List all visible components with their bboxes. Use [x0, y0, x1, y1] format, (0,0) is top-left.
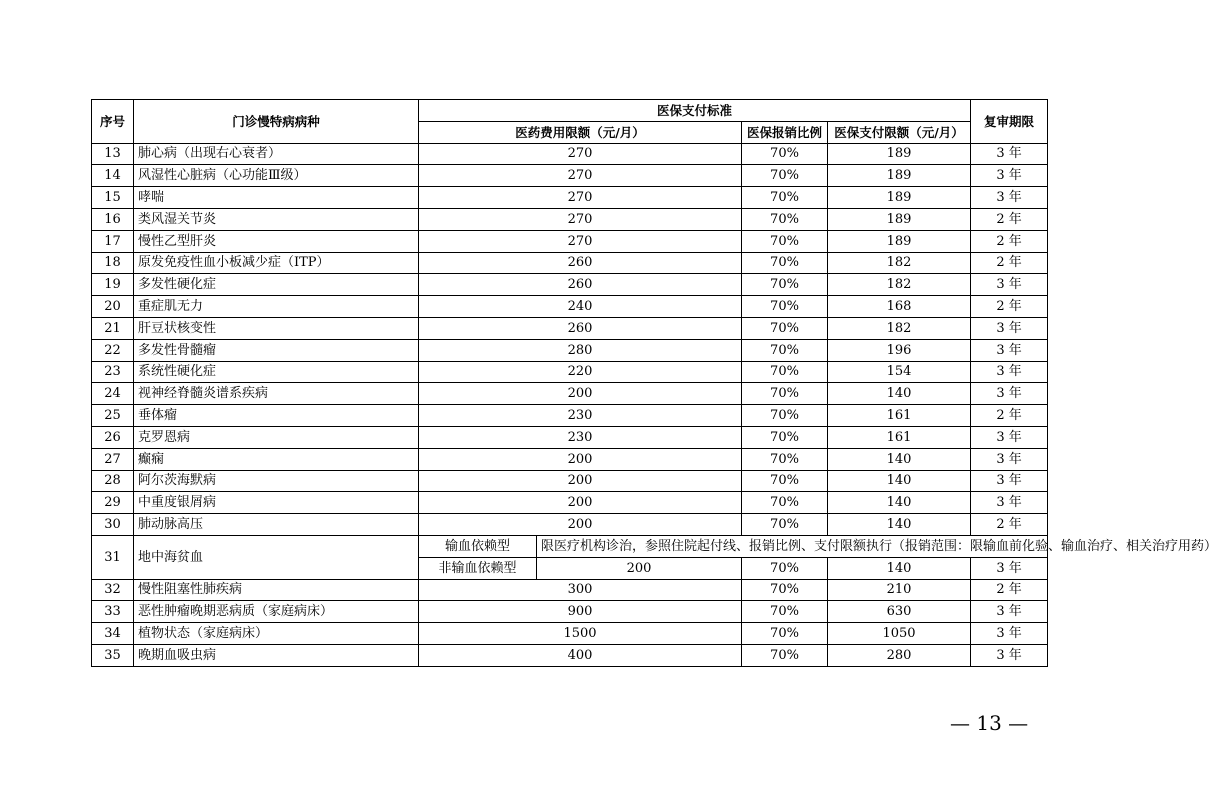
pay-cell: 189 [828, 208, 971, 230]
disease-name: 肺心病（出现右心衰者） [134, 143, 419, 165]
header-disease: 门诊慢特病病种 [134, 100, 419, 144]
ratio-cell: 70% [742, 339, 828, 361]
disease-name: 克罗恩病 [134, 426, 419, 448]
table-row [92, 296, 1048, 318]
row-number: 18 [92, 252, 134, 274]
pay-cell: 280 [828, 644, 971, 666]
disease-name: 地中海贫血 [134, 535, 419, 579]
header-ratio: 医保报销比例 [742, 121, 828, 143]
row-number: 26 [92, 426, 134, 448]
header-limit: 医药费用限额（元/月） [419, 121, 742, 143]
ratio-cell: 70% [742, 448, 828, 470]
table-row [92, 644, 1048, 666]
table-row [92, 470, 1048, 492]
pay-cell: 196 [828, 339, 971, 361]
ratio-cell: 70% [742, 579, 828, 601]
pay-cell: 140 [828, 383, 971, 405]
disease-name: 植物状态（家庭病床） [134, 623, 419, 645]
disease-name: 风湿性心脏病（心功能Ⅲ级） [134, 165, 419, 187]
disease-name: 慢性阻塞性肺疾病 [134, 579, 419, 601]
disease-table [91, 99, 1217, 667]
review-cell: 2 年 [971, 579, 1048, 601]
limit-cell: 270 [419, 208, 742, 230]
review-cell: 2 年 [971, 208, 1048, 230]
limit-cell: 300 [419, 579, 742, 601]
ratio-cell: 70% [742, 470, 828, 492]
limit-cell: 220 [419, 361, 742, 383]
pay-cell: 140 [828, 557, 971, 579]
ratio-cell: 70% [742, 601, 828, 623]
limit-cell: 200 [419, 492, 742, 514]
row-number: 23 [92, 361, 134, 383]
limit-cell: 200 [419, 383, 742, 405]
limit-cell: 270 [419, 230, 742, 252]
table-row [92, 535, 1048, 557]
table-row [92, 208, 1048, 230]
row-number: 20 [92, 296, 134, 318]
table-row [92, 601, 1048, 623]
row-number: 32 [92, 579, 134, 601]
header-standard: 医保支付标准 [419, 100, 971, 122]
row-number: 28 [92, 470, 134, 492]
review-cell: 3 年 [971, 383, 1048, 405]
review-cell: 3 年 [971, 187, 1048, 209]
limit-cell: 400 [419, 644, 742, 666]
table-row [92, 383, 1048, 405]
disease-name: 系统性硬化症 [134, 361, 419, 383]
table-row [92, 448, 1048, 470]
limit-cell: 280 [419, 339, 742, 361]
row-number: 22 [92, 339, 134, 361]
table-row [92, 492, 1048, 514]
pay-cell: 161 [828, 405, 971, 427]
limit-cell: 260 [419, 317, 742, 339]
limit-cell: 240 [419, 296, 742, 318]
pay-cell: 154 [828, 361, 971, 383]
pay-cell: 189 [828, 187, 971, 209]
row-number: 15 [92, 187, 134, 209]
header-review: 复审期限 [971, 100, 1048, 144]
table-row [92, 317, 1048, 339]
disease-name: 视神经脊髓炎谱系疾病 [134, 383, 419, 405]
ratio-cell: 70% [742, 208, 828, 230]
review-cell: 3 年 [971, 317, 1048, 339]
ratio-cell: 70% [742, 361, 828, 383]
review-cell: 3 年 [971, 143, 1048, 165]
table-header [92, 100, 1048, 144]
pay-cell: 140 [828, 492, 971, 514]
review-cell: 3 年 [971, 644, 1048, 666]
ratio-cell: 70% [742, 644, 828, 666]
table-row [92, 514, 1048, 536]
pay-cell: 140 [828, 448, 971, 470]
review-cell: 3 年 [971, 339, 1048, 361]
row-number: 31 [92, 535, 134, 579]
ratio-cell: 70% [742, 514, 828, 536]
pay-cell: 161 [828, 426, 971, 448]
limit-cell: 200 [419, 514, 742, 536]
row-number: 27 [92, 448, 134, 470]
row-number: 19 [92, 274, 134, 296]
table-body-b [92, 579, 1048, 666]
ratio-cell: 70% [742, 426, 828, 448]
header-seq: 序号 [92, 100, 134, 144]
ratio-cell: 70% [742, 296, 828, 318]
disease-name: 肺动脉高压 [134, 514, 419, 536]
ratio-cell: 70% [742, 492, 828, 514]
limit-cell: 270 [419, 165, 742, 187]
row-number: 24 [92, 383, 134, 405]
row-number: 16 [92, 208, 134, 230]
pay-cell: 168 [828, 296, 971, 318]
review-cell: 3 年 [971, 274, 1048, 296]
subtype-label: 输血依赖型 [419, 535, 537, 557]
page-number: — 13 — [950, 711, 1029, 735]
disease-name: 重症肌无力 [134, 296, 419, 318]
row-number: 21 [92, 317, 134, 339]
limit-cell: 200 [419, 470, 742, 492]
table-row [92, 187, 1048, 209]
row-number: 14 [92, 165, 134, 187]
ratio-cell: 70% [742, 557, 828, 579]
limit-cell: 200 [537, 557, 742, 579]
table-row [92, 339, 1048, 361]
table-row [92, 165, 1048, 187]
table-row [92, 623, 1048, 645]
review-cell: 3 年 [971, 470, 1048, 492]
review-cell: 2 年 [971, 514, 1048, 536]
disease-name: 肝豆状核变性 [134, 317, 419, 339]
row-number: 35 [92, 644, 134, 666]
table-body-a [92, 143, 1048, 535]
limit-cell: 270 [419, 187, 742, 209]
pay-cell: 189 [828, 165, 971, 187]
disease-name: 恶性肿瘤晚期恶病质（家庭病床） [134, 601, 419, 623]
review-cell: 3 年 [971, 601, 1048, 623]
row-number: 34 [92, 623, 134, 645]
review-cell: 3 年 [971, 361, 1048, 383]
review-cell: 2 年 [971, 296, 1048, 318]
row-number: 33 [92, 601, 134, 623]
table-row [92, 274, 1048, 296]
pay-cell: 182 [828, 317, 971, 339]
review-cell: 2 年 [971, 252, 1048, 274]
ratio-cell: 70% [742, 317, 828, 339]
ratio-cell: 70% [742, 623, 828, 645]
disease-name: 慢性乙型肝炎 [134, 230, 419, 252]
pay-cell: 630 [828, 601, 971, 623]
subtype-label: 非输血依赖型 [419, 557, 537, 579]
disease-name: 哮喘 [134, 187, 419, 209]
review-cell: 2 年 [971, 230, 1048, 252]
ratio-cell: 70% [742, 165, 828, 187]
review-cell: 3 年 [971, 448, 1048, 470]
row-31-group [92, 535, 1217, 579]
limit-cell: 200 [419, 448, 742, 470]
disease-name: 垂体瘤 [134, 405, 419, 427]
table-row [92, 230, 1048, 252]
limit-cell: 1500 [419, 623, 742, 645]
review-cell: 2 年 [971, 405, 1048, 427]
subtype-note: 限医疗机构诊治，参照住院起付线、报销比例、支付限额执行（报销范围：限输血前化验、输血治疗、相关治疗用药） [537, 535, 1048, 557]
disease-name: 多发性骨髓瘤 [134, 339, 419, 361]
disease-name: 中重度银屑病 [134, 492, 419, 514]
row-number: 13 [92, 143, 134, 165]
disease-name: 多发性硬化症 [134, 274, 419, 296]
limit-cell: 260 [419, 252, 742, 274]
row-number: 17 [92, 230, 134, 252]
table-row [92, 143, 1048, 165]
pay-cell: 210 [828, 579, 971, 601]
disease-name: 晚期血吸虫病 [134, 644, 419, 666]
row-number: 25 [92, 405, 134, 427]
disease-name: 类风湿关节炎 [134, 208, 419, 230]
limit-cell: 230 [419, 405, 742, 427]
pay-cell: 140 [828, 514, 971, 536]
limit-cell: 900 [419, 601, 742, 623]
pay-cell: 189 [828, 230, 971, 252]
review-cell: 3 年 [971, 623, 1048, 645]
table-row [92, 252, 1048, 274]
table-row [92, 405, 1048, 427]
row-number: 30 [92, 514, 134, 536]
disease-name: 癫痫 [134, 448, 419, 470]
header-pay: 医保支付限额（元/月） [828, 121, 971, 143]
row-number: 29 [92, 492, 134, 514]
pay-cell: 1050 [828, 623, 971, 645]
ratio-cell: 70% [742, 187, 828, 209]
ratio-cell: 70% [742, 274, 828, 296]
ratio-cell: 70% [742, 383, 828, 405]
disease-name: 原发免疫性血小板减少症（ITP） [134, 252, 419, 274]
table-row [92, 361, 1048, 383]
review-cell: 3 年 [971, 557, 1048, 579]
pay-cell: 189 [828, 143, 971, 165]
disease-name: 阿尔茨海默病 [134, 470, 419, 492]
table-row [92, 426, 1048, 448]
pay-cell: 182 [828, 252, 971, 274]
ratio-cell: 70% [742, 143, 828, 165]
review-cell: 3 年 [971, 165, 1048, 187]
ratio-cell: 70% [742, 230, 828, 252]
pay-cell: 140 [828, 470, 971, 492]
ratio-cell: 70% [742, 405, 828, 427]
table-row [92, 579, 1048, 601]
ratio-cell: 70% [742, 252, 828, 274]
limit-cell: 230 [419, 426, 742, 448]
review-cell: 3 年 [971, 426, 1048, 448]
review-cell: 3 年 [971, 492, 1048, 514]
limit-cell: 270 [419, 143, 742, 165]
pay-cell: 182 [828, 274, 971, 296]
limit-cell: 260 [419, 274, 742, 296]
